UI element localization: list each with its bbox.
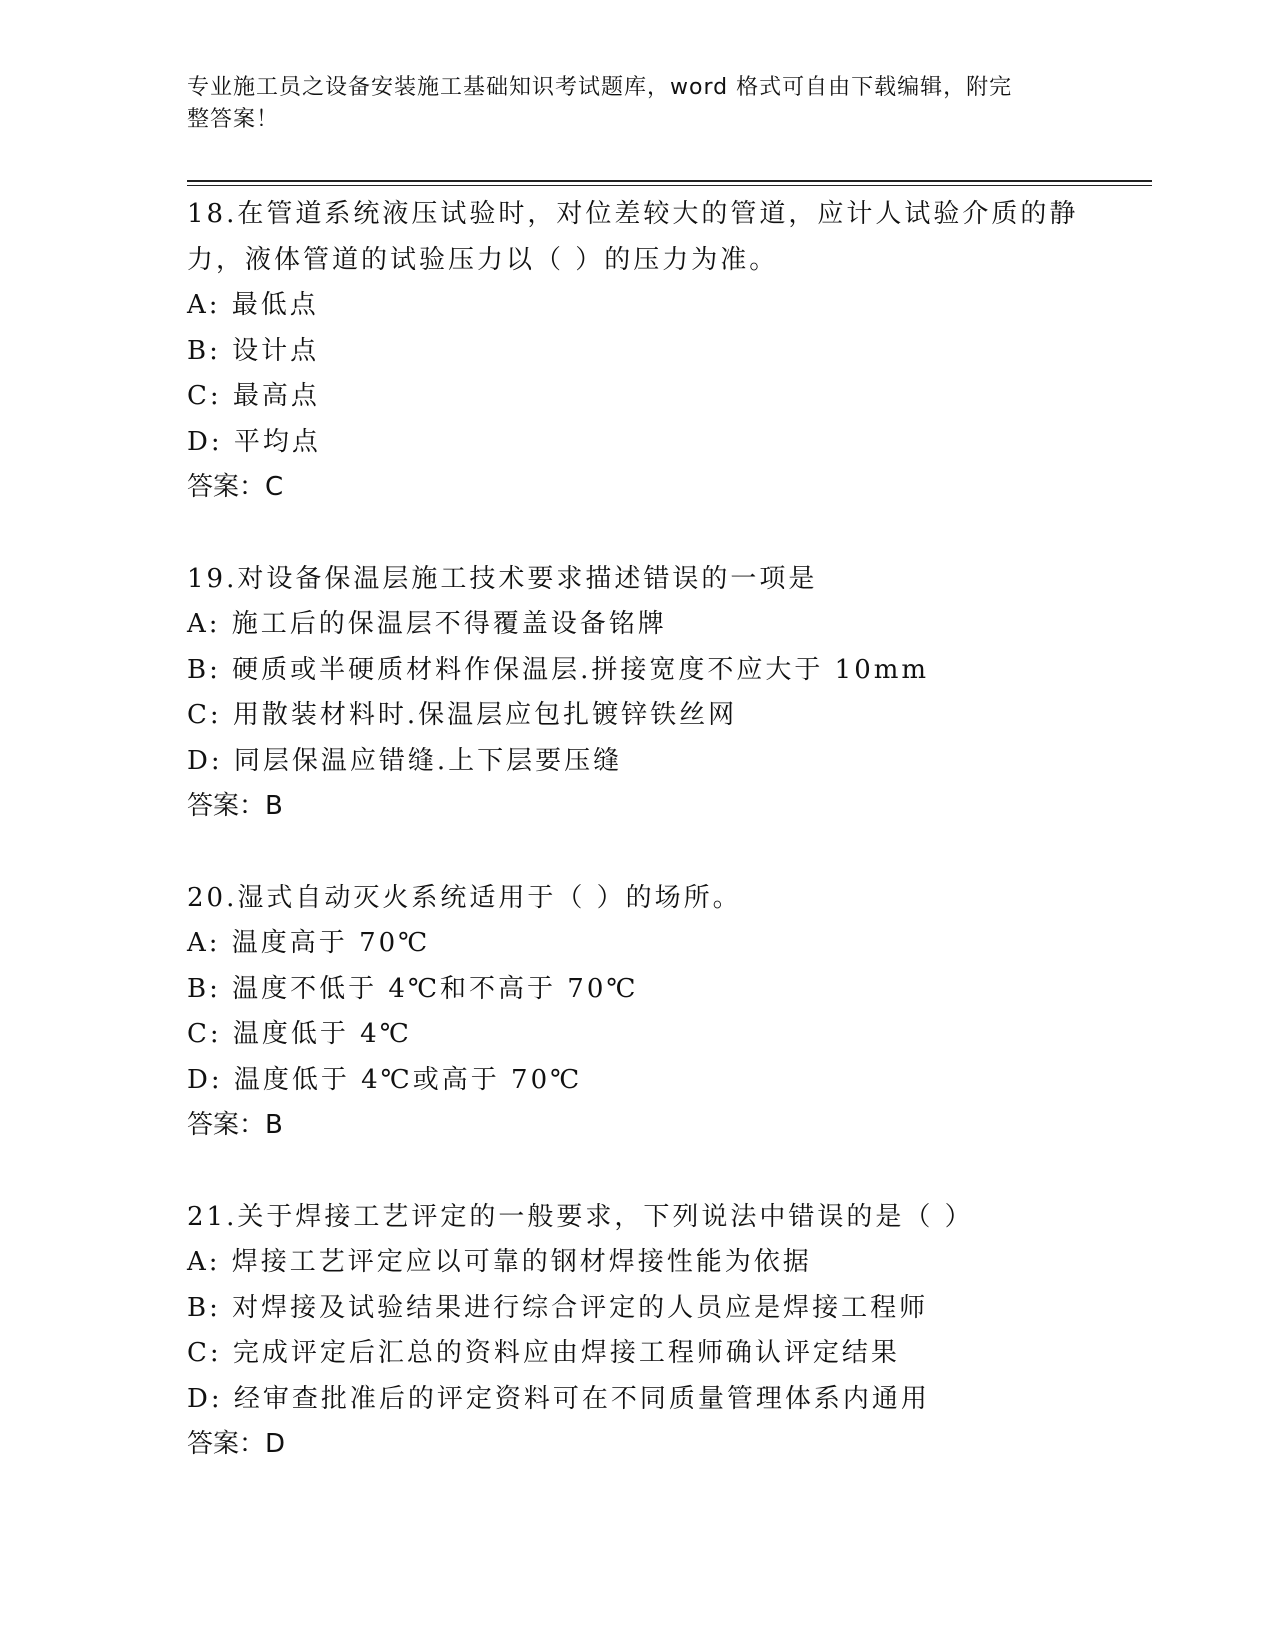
- option-d: D: 温度低于 4℃或高于 70℃: [187, 1064, 583, 1095]
- option-d: D: 经审查批准后的评定资料可在不同质量管理体系内通用: [187, 1383, 930, 1414]
- question-20: [187, 876, 1087, 1149]
- question-list: [187, 192, 1087, 1468]
- answer: 答案：C: [187, 472, 284, 502]
- question-19: [187, 557, 1087, 830]
- question-stem: 20.湿式自动灭火系统适用于（ ）的场所。: [187, 882, 742, 913]
- spacer: [187, 1149, 1087, 1195]
- option-a: A: 最低点: [187, 290, 319, 320]
- question-stem: 21.关于焊接工艺评定的一般要求，下列说法中错误的是（ ）: [187, 1201, 974, 1232]
- answer: 答案：B: [187, 791, 283, 821]
- question-18: [187, 192, 1087, 511]
- option-b: B: 设计点: [187, 335, 320, 366]
- header-line-1: 专业施工员之设备安装施工基础知识考试题库，word 格式可自由下载编辑，附完: [187, 75, 1013, 100]
- option-d: D: 同层保温应错缝.上下层要压缝: [187, 745, 623, 776]
- option-c: C: 用散装材料时.保温层应包扎镀锌铁丝网: [187, 700, 738, 730]
- question-stem-continued: 力，液体管道的试验压力以（ ）的压力为准。: [187, 244, 779, 275]
- option-c: C: 最高点: [187, 381, 320, 411]
- answer: 答案：D: [187, 1429, 286, 1459]
- spacer: [187, 511, 1087, 557]
- answer: 答案：B: [187, 1110, 283, 1140]
- question-stem: 18.在管道系统液压试验时，对位差较大的管道，应计人试验介质的静: [187, 199, 1079, 229]
- option-b: B: 硬质或半硬质材料作保温层.拼接宽度不应大于 10mm: [187, 654, 930, 685]
- option-a: A: 施工后的保温层不得覆盖设备铭牌: [187, 609, 667, 639]
- option-b: B: 温度不低于 4℃和不高于 70℃: [187, 973, 639, 1004]
- header-divider-thick: [187, 180, 1152, 182]
- option-c: C: 完成评定后汇总的资料应由焊接工程师确认评定结果: [187, 1338, 900, 1368]
- option-d: D: 平均点: [187, 426, 321, 457]
- question-stem: 19.对设备保温层施工技术要求描述错误的一项是: [187, 563, 818, 594]
- page-header: [187, 72, 1067, 136]
- header-divider-thin: [187, 185, 1152, 186]
- header-line-2: 整答案！: [187, 107, 280, 132]
- option-a: A: 焊接工艺评定应以可靠的钢材焊接性能为依据: [187, 1247, 812, 1277]
- option-b: B: 对焊接及试验结果进行综合评定的人员应是焊接工程师: [187, 1292, 929, 1323]
- option-a: A: 温度高于 70℃: [187, 928, 431, 958]
- option-c: C: 温度低于 4℃: [187, 1019, 412, 1049]
- spacer: [187, 830, 1087, 876]
- question-21: [187, 1195, 1087, 1468]
